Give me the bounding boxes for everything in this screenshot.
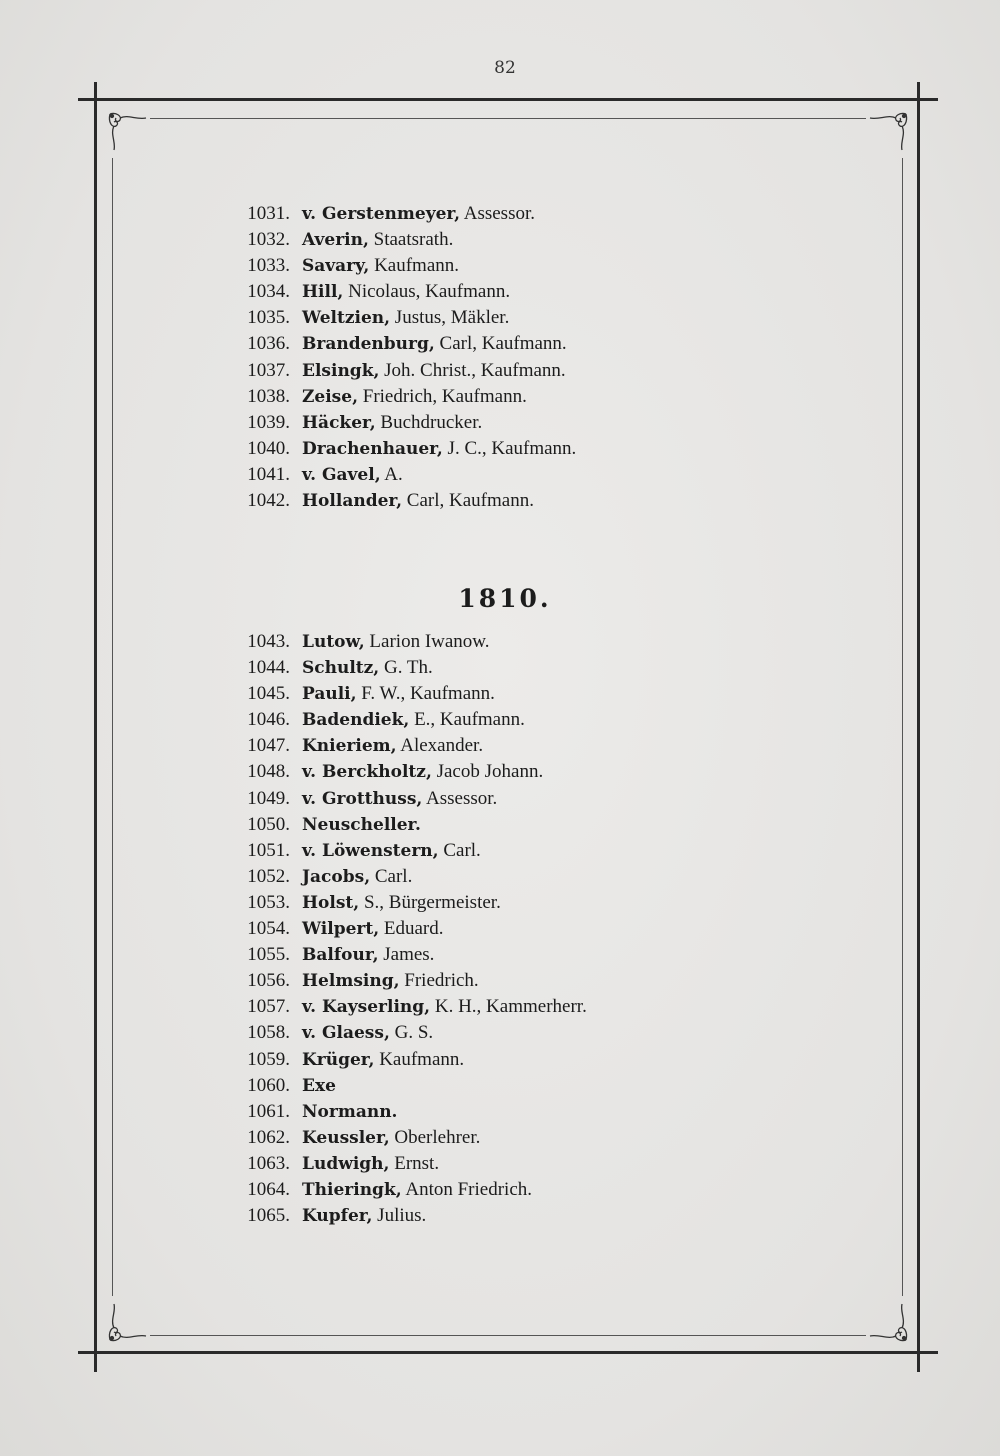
entry-number: 1062. — [247, 1126, 290, 1148]
entry-number: 1040. — [247, 437, 290, 459]
list-item — [200, 1176, 720, 1202]
entry-number: 1051. — [247, 839, 290, 861]
entry-name: Exe — [302, 1075, 336, 1096]
member-list-section-2 — [200, 628, 720, 1228]
list-item — [200, 758, 720, 784]
entry-detail: G. S. — [389, 1022, 434, 1044]
list-item — [200, 706, 720, 732]
corner-ornament-icon — [106, 1300, 150, 1344]
entry-detail: S., Bürgermeister. — [359, 891, 501, 913]
entry-detail: Staatsrath. — [368, 229, 454, 251]
list-item — [200, 383, 720, 409]
entry-name: v. Grotthuss, — [302, 788, 423, 809]
entry-name: Hill, — [302, 282, 344, 303]
entry-number: 1052. — [247, 865, 290, 887]
entry-name: Zeise, — [302, 386, 358, 407]
list-item — [200, 915, 720, 941]
entry-detail: K. H., Kammerherr. — [430, 996, 587, 1018]
entry-name: Knieriem, — [302, 736, 397, 757]
entry-name: Keussler, — [302, 1127, 390, 1148]
entry-number: 1032. — [247, 229, 290, 251]
entry-number: 1035. — [247, 307, 290, 329]
entry-number: 1060. — [247, 1074, 290, 1096]
entry-name: Savary, — [302, 256, 370, 277]
list-item — [200, 1150, 720, 1176]
list-item — [200, 200, 720, 226]
corner-ornament-icon — [866, 110, 910, 154]
entry-detail: Kaufmann. — [374, 1048, 465, 1070]
entry-name: Holst, — [302, 892, 360, 913]
list-item — [200, 226, 720, 252]
entry-detail: Friedrich, Kaufmann. — [358, 385, 527, 407]
entry-name: Schultz, — [302, 658, 380, 679]
entry-detail: Nicolaus, Kaufmann. — [343, 281, 511, 303]
entry-name: Ludwigh, — [302, 1153, 390, 1174]
frame-top-rule — [78, 98, 938, 101]
entry-detail: Larion Iwanow. — [364, 631, 490, 652]
page-number: 82 — [494, 58, 516, 78]
entry-detail: Carl, Kaufmann. — [434, 333, 567, 355]
entry-number: 1055. — [247, 944, 290, 966]
list-item — [200, 1124, 720, 1150]
entry-name: v. Gavel, — [302, 464, 381, 485]
entry-detail: James. — [378, 944, 435, 966]
entry-number: 1044. — [247, 657, 290, 679]
entry-detail: G. Th. — [379, 657, 433, 679]
list-item — [200, 967, 720, 993]
entry-detail: Friedrich. — [399, 970, 479, 992]
entry-number: 1038. — [247, 385, 290, 407]
entry-detail: Carl, Kaufmann. — [402, 490, 534, 512]
list-item — [200, 252, 720, 278]
entry-name: Wilpert, — [302, 919, 380, 940]
list-item — [200, 1072, 720, 1098]
entry-name: Häcker, — [302, 412, 376, 433]
entry-name: Lutow, — [302, 632, 365, 652]
entry-name: Badendiek, — [302, 710, 410, 731]
entry-detail: Carl. — [370, 865, 413, 887]
list-item — [200, 304, 720, 330]
list-item — [200, 278, 720, 304]
corner-ornament-icon — [106, 110, 150, 154]
entry-name: Hollander, — [302, 491, 403, 512]
entry-detail: J. C., Kaufmann. — [442, 437, 577, 459]
member-list-section-1 — [200, 200, 720, 513]
entry-number: 1045. — [247, 683, 290, 705]
entry-number: 1037. — [247, 359, 290, 381]
entry-detail: E., Kaufmann. — [409, 709, 525, 731]
list-item — [200, 654, 720, 680]
entry-number: 1041. — [247, 463, 290, 485]
entry-name: v. Glaess, — [302, 1023, 390, 1044]
entry-detail: Buchdrucker. — [375, 411, 483, 433]
entry-detail: Assessor. — [460, 203, 535, 224]
list-item — [200, 811, 720, 837]
entry-number: 1065. — [247, 1205, 290, 1227]
entry-name: Jacobs, — [302, 866, 371, 887]
entry-number: 1050. — [247, 813, 290, 835]
corner-ornament-icon — [866, 1300, 910, 1344]
list-item — [200, 837, 720, 863]
entry-name: Elsingk, — [302, 360, 380, 381]
entry-number: 1031. — [247, 203, 290, 224]
list-item — [200, 889, 720, 915]
entry-number: 1042. — [247, 490, 290, 512]
entry-detail: Kaufmann. — [369, 255, 460, 277]
frame-inner-left — [112, 158, 113, 1296]
frame-inner-bottom — [150, 1335, 866, 1336]
entry-number: 1034. — [247, 281, 290, 303]
entry-number: 1048. — [247, 761, 290, 783]
list-item — [200, 628, 720, 654]
entry-detail: Ernst. — [389, 1152, 440, 1174]
entry-number: 1049. — [247, 787, 290, 809]
list-item — [200, 435, 720, 461]
entry-name: Helmsing, — [302, 971, 400, 992]
entry-number: 1036. — [247, 333, 290, 355]
entry-detail: Justus, Mäkler. — [390, 307, 510, 329]
list-item — [200, 863, 720, 889]
list-item — [200, 1019, 720, 1045]
entry-name: v. Berckholtz, — [302, 762, 432, 783]
entry-detail: F. W., Kaufmann. — [356, 683, 495, 705]
entry-number: 1053. — [247, 891, 290, 913]
entry-name: v. Löwenstern, — [302, 840, 439, 861]
entry-name: Balfour, — [302, 945, 379, 966]
list-item — [200, 330, 720, 356]
entry-name: v. Gerstenmeyer, — [302, 204, 461, 224]
frame-bottom-rule — [78, 1351, 938, 1354]
entry-detail: Carl. — [438, 839, 481, 861]
list-item — [200, 487, 720, 513]
list-item — [200, 941, 720, 967]
entry-number: 1047. — [247, 735, 290, 757]
entry-number: 1043. — [247, 631, 290, 652]
list-item — [200, 357, 720, 383]
list-item — [200, 680, 720, 706]
list-item — [200, 785, 720, 811]
entry-number: 1054. — [247, 918, 290, 940]
entry-name: Kupfer, — [302, 1206, 373, 1227]
entry-name: Neuscheller. — [302, 814, 421, 835]
list-item — [200, 1202, 720, 1228]
entry-number: 1059. — [247, 1048, 290, 1070]
entry-number: 1057. — [247, 996, 290, 1018]
list-item — [200, 1046, 720, 1072]
list-item — [200, 1098, 720, 1124]
year-heading: 1810. — [458, 584, 552, 613]
list-item — [200, 993, 720, 1019]
frame-inner-top — [150, 118, 866, 119]
entry-detail: Anton Friedrich. — [401, 1178, 533, 1200]
entry-detail: A. — [380, 463, 403, 485]
entry-name: Normann. — [302, 1101, 398, 1122]
frame-inner-right — [902, 158, 903, 1296]
entry-name: v. Kayserling, — [302, 997, 431, 1018]
entry-detail: Oberlehrer. — [389, 1126, 481, 1148]
list-item — [200, 732, 720, 758]
entry-detail: Joh. Christ., Kaufmann. — [379, 359, 566, 381]
entry-detail: Jacob Johann. — [431, 761, 544, 783]
entry-number: 1063. — [247, 1152, 290, 1174]
frame-left-rule — [94, 82, 97, 1372]
entry-name: Thieringk, — [302, 1179, 402, 1200]
entry-number: 1061. — [247, 1100, 290, 1122]
entry-name: Averin, — [302, 230, 369, 251]
frame-right-rule — [917, 82, 920, 1372]
list-item — [200, 461, 720, 487]
entry-name: Krüger, — [302, 1049, 375, 1070]
entry-number: 1058. — [247, 1022, 290, 1044]
entry-detail: Assessor. — [422, 787, 498, 809]
entry-number: 1033. — [247, 255, 290, 277]
list-item — [200, 409, 720, 435]
entry-name: Brandenburg, — [302, 334, 435, 355]
entry-detail: Eduard. — [379, 918, 444, 940]
entry-number: 1039. — [247, 411, 290, 433]
entry-name: Drachenhauer, — [302, 438, 443, 459]
entry-name: Weltzien, — [302, 308, 391, 329]
entry-name: Pauli, — [302, 684, 357, 705]
entry-detail: Julius. — [372, 1205, 427, 1227]
entry-number: 1046. — [247, 709, 290, 731]
entry-detail: Alexander. — [396, 735, 484, 757]
entry-number: 1064. — [247, 1178, 290, 1200]
entry-number: 1056. — [247, 970, 290, 992]
